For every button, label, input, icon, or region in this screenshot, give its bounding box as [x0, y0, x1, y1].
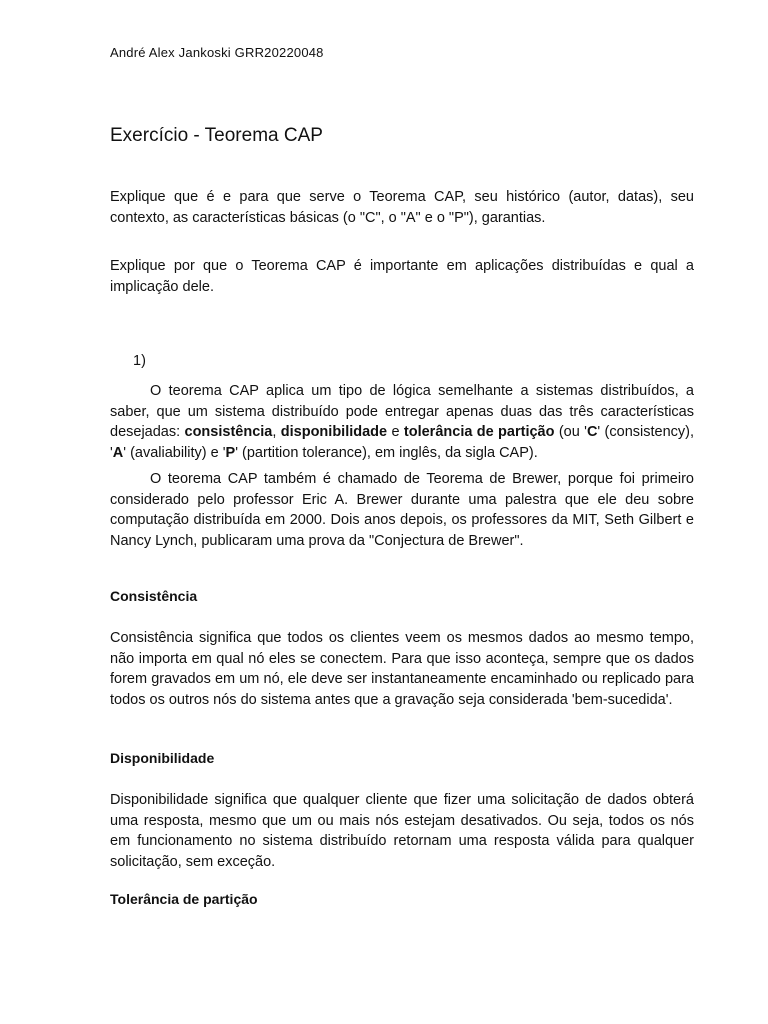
section-heading-availability: Disponibilidade: [110, 750, 215, 766]
intro-paragraph: [110, 381, 694, 463]
letter-p: P: [225, 444, 236, 461]
section-heading-partition-tolerance: Tolerância de partição: [110, 891, 258, 907]
answer-number: 1): [133, 353, 146, 369]
section-heading-consistency: Consistência: [110, 588, 198, 604]
intro-text: O teorema CAP aplica um tipo de lógica semelhante a sistemas distribuídos, a saber, que um sistema distribuído pode entregar apenas duas das três características desejadas:: [110, 383, 694, 440]
intro-text: ' (consistency), ': [110, 424, 694, 461]
section-body-availability: Disponibilidade significa que qualquer cliente que fizer uma solicitação de dados obterá uma resposta, mesmo que um ou mais nós estejam desativados. Ou seja, todos os nós em funcionamento no sistema distribuído retornam uma resposta válida para qualquer solicitação, sem exceção.: [110, 792, 694, 870]
intro-separator: e: [387, 424, 404, 440]
term-partition-tolerance: tolerância de partição: [403, 424, 555, 440]
author-line: André Alex Jankoski GRR20220048: [110, 45, 324, 60]
intro-separator: ,: [272, 424, 281, 440]
prompt-paragraph-1: Explique que é e para que serve o Teorema CAP, seu histórico (autor, datas), seu contexto, as características básicas (o "C", o "A" e o "P"), garantias.: [110, 189, 694, 226]
term-availability: disponibilidade: [280, 424, 388, 440]
letter-a: A: [112, 444, 124, 461]
letter-c: C: [586, 424, 598, 440]
term-consistency: consistência: [184, 424, 273, 440]
intro-text: ' (avaliability) e ': [123, 444, 226, 461]
intro-text: ' (partition tolerance), em inglês, da sigla CAP).: [235, 444, 538, 461]
section-body-consistency: Consistência significa que todos os clientes veem os mesmos dados ao mesmo tempo, não importa em qual nó eles se conectem. Para que isso aconteça, sempre que os dados forem gravados em um nó, ele deve ser instantaneamente encaminhado ou replicado para todos os outros nós do sistema antes que a gravação seja considerada 'bem-sucedida'.: [110, 630, 694, 708]
intro-text: (ou ': [554, 424, 587, 440]
document-title: Exercício - Teorema CAP: [110, 125, 323, 146]
history-paragraph: O teorema CAP também é chamado de Teorema de Brewer, porque foi primeiro considerado pelo professor Eric A. Brewer durante uma palestra que ele deu sobre computação distribuída em 2000. Dois anos depois, os professores da MIT, Seth Gilbert e Nancy Lynch, publicaram uma prova da "Conjectura de Brewer".: [110, 471, 694, 549]
prompt-paragraph-2: Explique por que o Teorema CAP é importante em aplicações distribuídas e qual a implicação dele.: [110, 258, 694, 295]
